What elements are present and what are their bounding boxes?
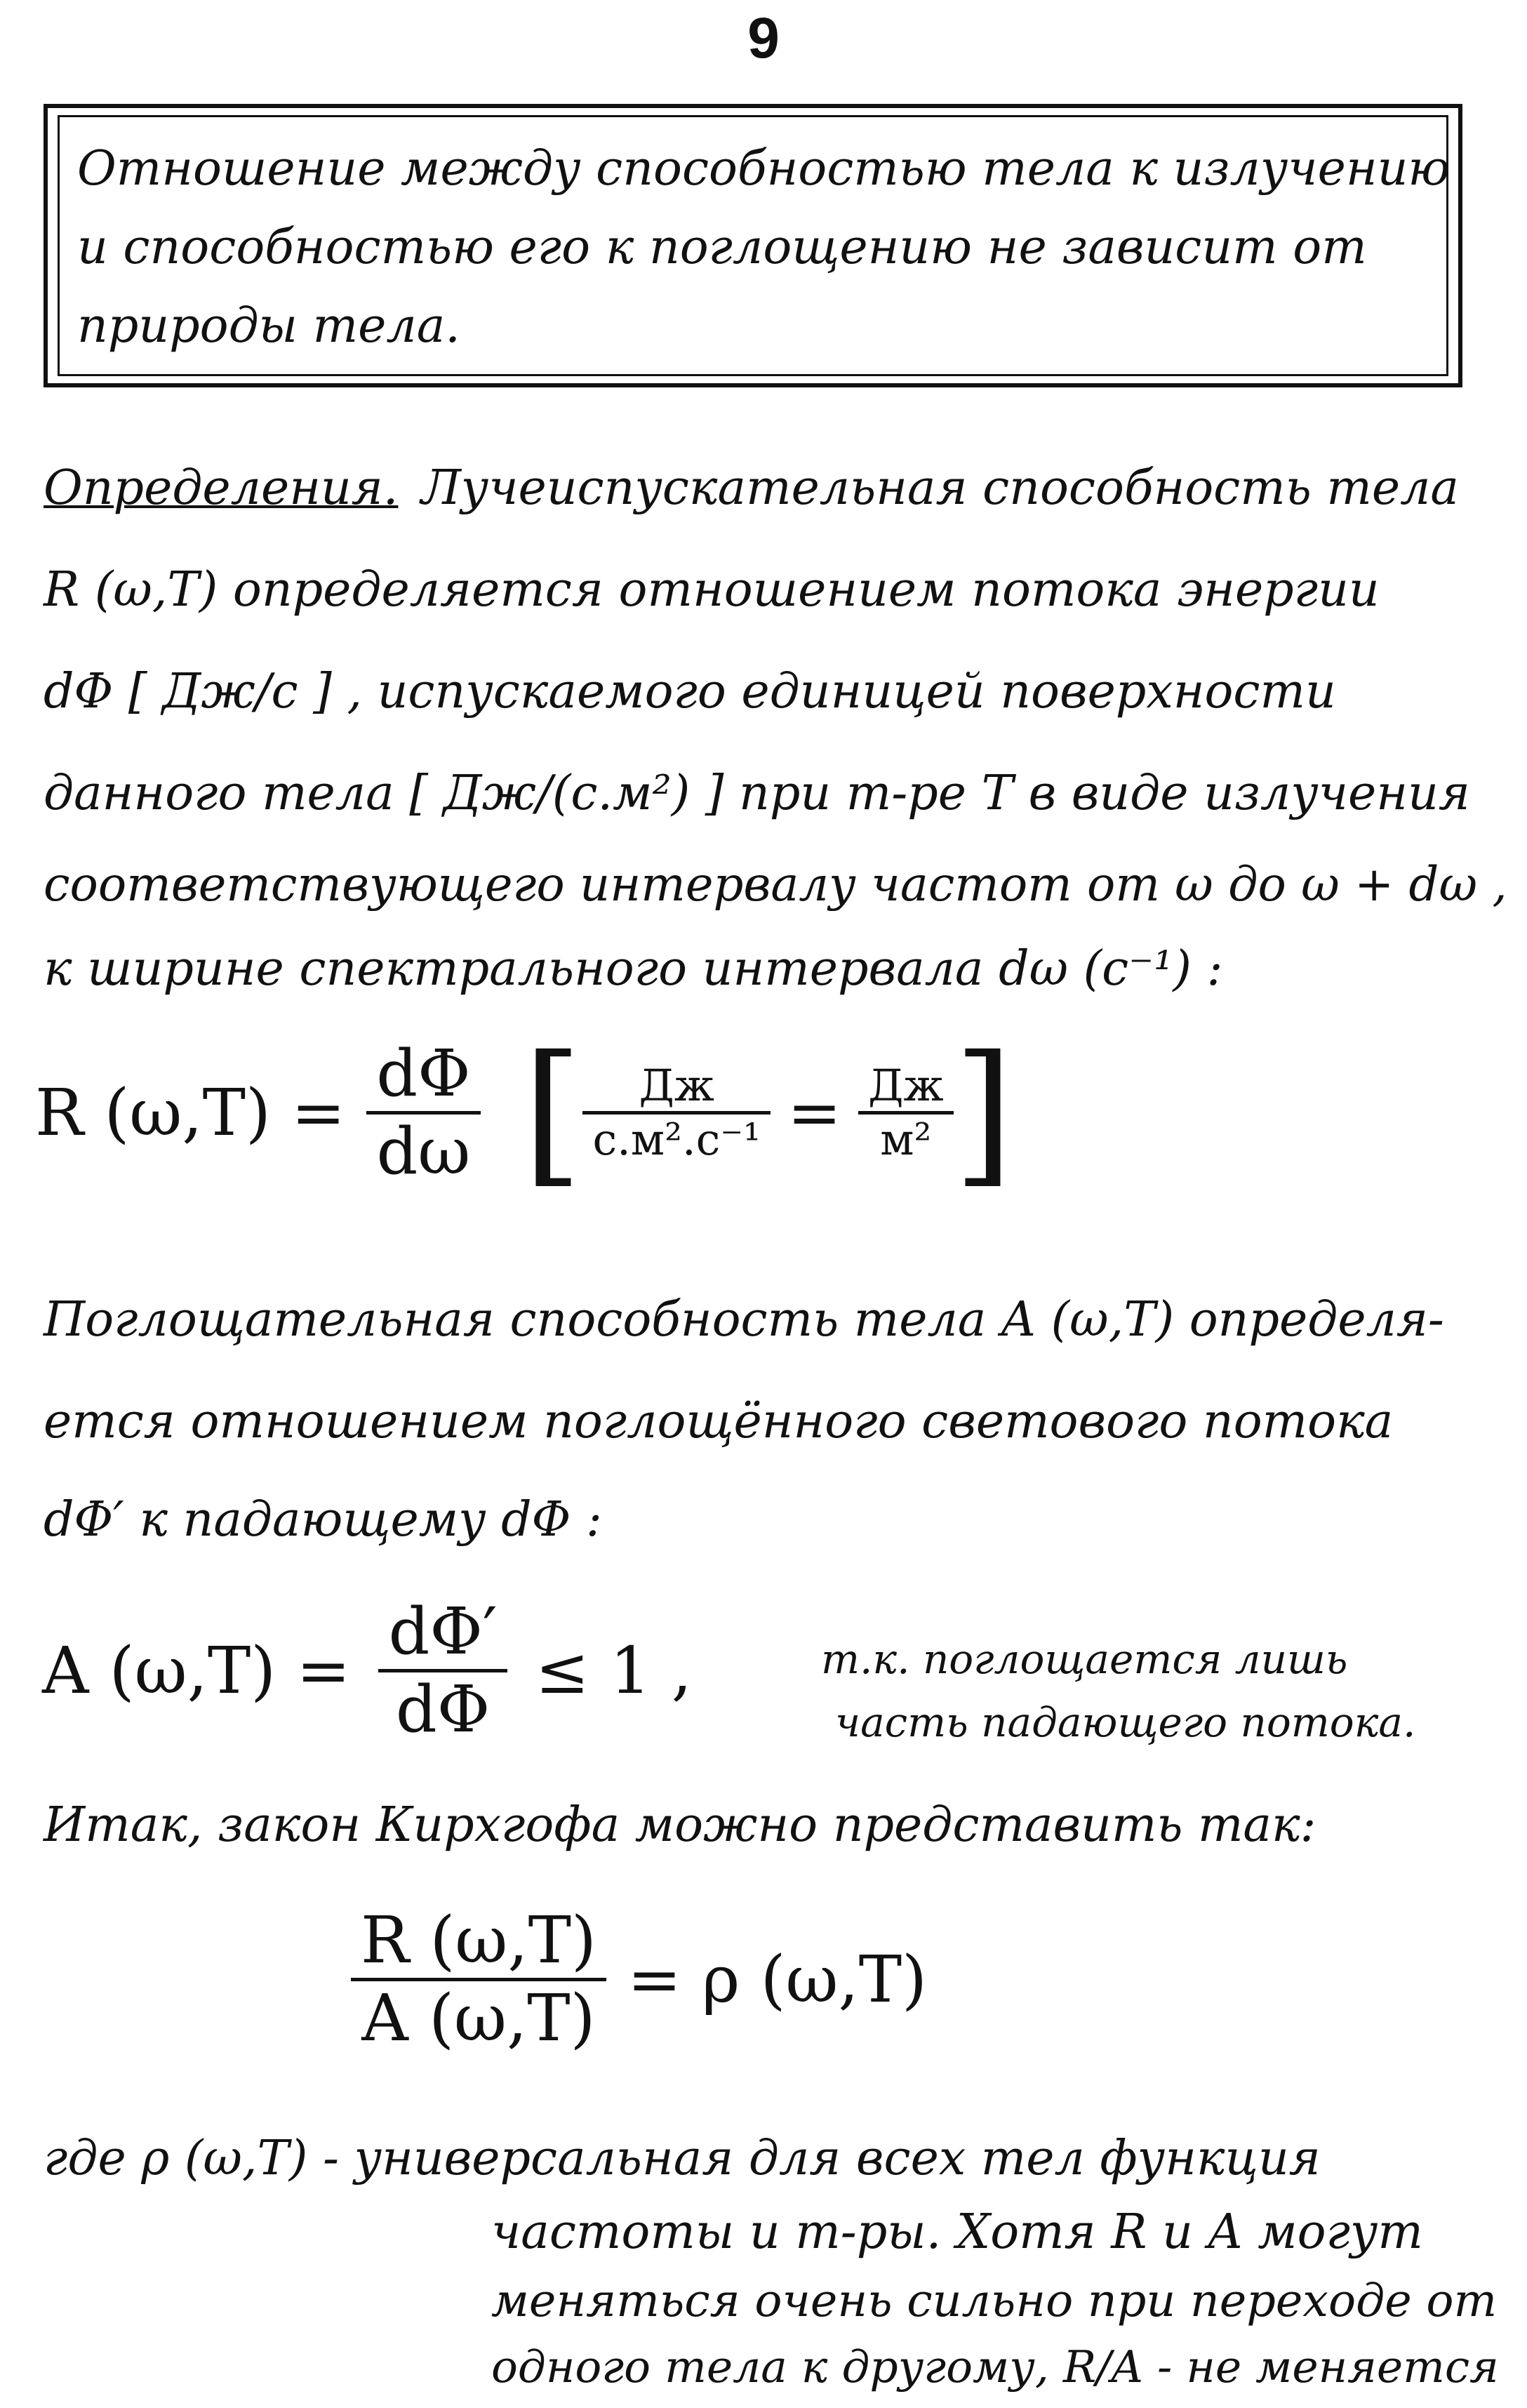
statement-line-1: Отношение между способностью тела к излучению bbox=[77, 141, 1451, 197]
kirchhoff-rhs: = ρ (ω,T) bbox=[627, 1941, 928, 2017]
definition-line-5: соответствующего интервалу частот от ω до ω + dω , bbox=[44, 857, 1507, 912]
formula-a bbox=[42, 1583, 692, 1758]
formula-a-lhs: A (ω,T) = bbox=[42, 1632, 351, 1708]
formula-a-den: dΦ bbox=[395, 1671, 491, 1747]
formula-r-unit-2-den: м² bbox=[880, 1113, 932, 1165]
absorption-line-1: Поглощательная способность тела A (ω,T) определя- bbox=[44, 1292, 1444, 1348]
formula-a-fraction bbox=[378, 1595, 507, 1747]
definition-line-4: данного тела [ Дж/(с.м²) ] при т-ре T в виде излучения bbox=[44, 766, 1470, 821]
formula-r-den: dω bbox=[376, 1113, 471, 1189]
absorption-line-3: dΦ′ к падающему dΦ : bbox=[44, 1492, 602, 1548]
definitions-heading: Определения. bbox=[44, 460, 399, 516]
formula-r-unit-equals: = bbox=[787, 1075, 842, 1150]
formula-a-note-1: т.к. поглощается лишь bbox=[821, 1635, 1348, 1683]
definition-line-6: к ширине спектрального интервала dω (c⁻¹) : bbox=[44, 941, 1223, 997]
absorption-line-2: ется отношением поглощённого светового потока bbox=[44, 1394, 1394, 1449]
formula-r-unit-2-num: Дж bbox=[868, 1060, 944, 1112]
page-number: 9 bbox=[747, 6, 780, 70]
formula-r-bracket-close: ] bbox=[953, 1023, 1014, 1202]
formula-a-note-2: часть падающего потока. bbox=[835, 1698, 1416, 1746]
conclusion-line-1: где ρ (ω,T) - универсальная для всех тел функция bbox=[44, 2131, 1321, 2186]
formula-r bbox=[35, 1025, 1013, 1200]
kirchhoff-fraction bbox=[351, 1903, 606, 2056]
conclusion-line-4: одного тела к другому, R/A - не меняется bbox=[491, 2341, 1499, 2393]
formula-a-rel: ≤ 1 , bbox=[535, 1632, 693, 1708]
formula-a-num: dΦ′ bbox=[388, 1593, 498, 1669]
definition-line-2: R (ω,T) определяется отношением потока энергии bbox=[44, 562, 1380, 618]
kirchhoff-formula bbox=[351, 1881, 927, 2077]
kirchhoff-den: A (ω,T) bbox=[361, 1980, 596, 2056]
formula-r-unit-2 bbox=[858, 1060, 953, 1164]
formula-r-unit-1 bbox=[582, 1060, 771, 1164]
formula-r-fraction bbox=[366, 1037, 480, 1189]
conclusion-line-3: меняться очень сильно при переходе от bbox=[491, 2275, 1498, 2327]
conclusion-line-2: частоты и т-ры. Хотя R и A могут bbox=[491, 2204, 1423, 2260]
statement-line-2: и способностью его к поглощению не зависит от bbox=[77, 220, 1367, 275]
statement-line-3: природы тела. bbox=[77, 298, 460, 354]
formula-r-bracket-open: [ bbox=[522, 1023, 583, 1202]
kirchhoff-intro: Итак, закон Кирхгофа можно представить так: bbox=[44, 1797, 1316, 1853]
formula-r-lhs: R (ω,T) = bbox=[35, 1075, 346, 1150]
formula-r-num: dΦ bbox=[376, 1035, 471, 1111]
formula-r-unit-1-num: Дж bbox=[639, 1060, 714, 1112]
definition-line-3: dΦ [ Дж/с ] , испускаемого единицей поверхности bbox=[44, 664, 1336, 719]
formula-r-unit-1-den: с.м².с⁻¹ bbox=[592, 1113, 761, 1165]
definition-line-1: Лучеиспускательная способность тела bbox=[421, 460, 1459, 516]
kirchhoff-num: R (ω,T) bbox=[361, 1902, 596, 1978]
